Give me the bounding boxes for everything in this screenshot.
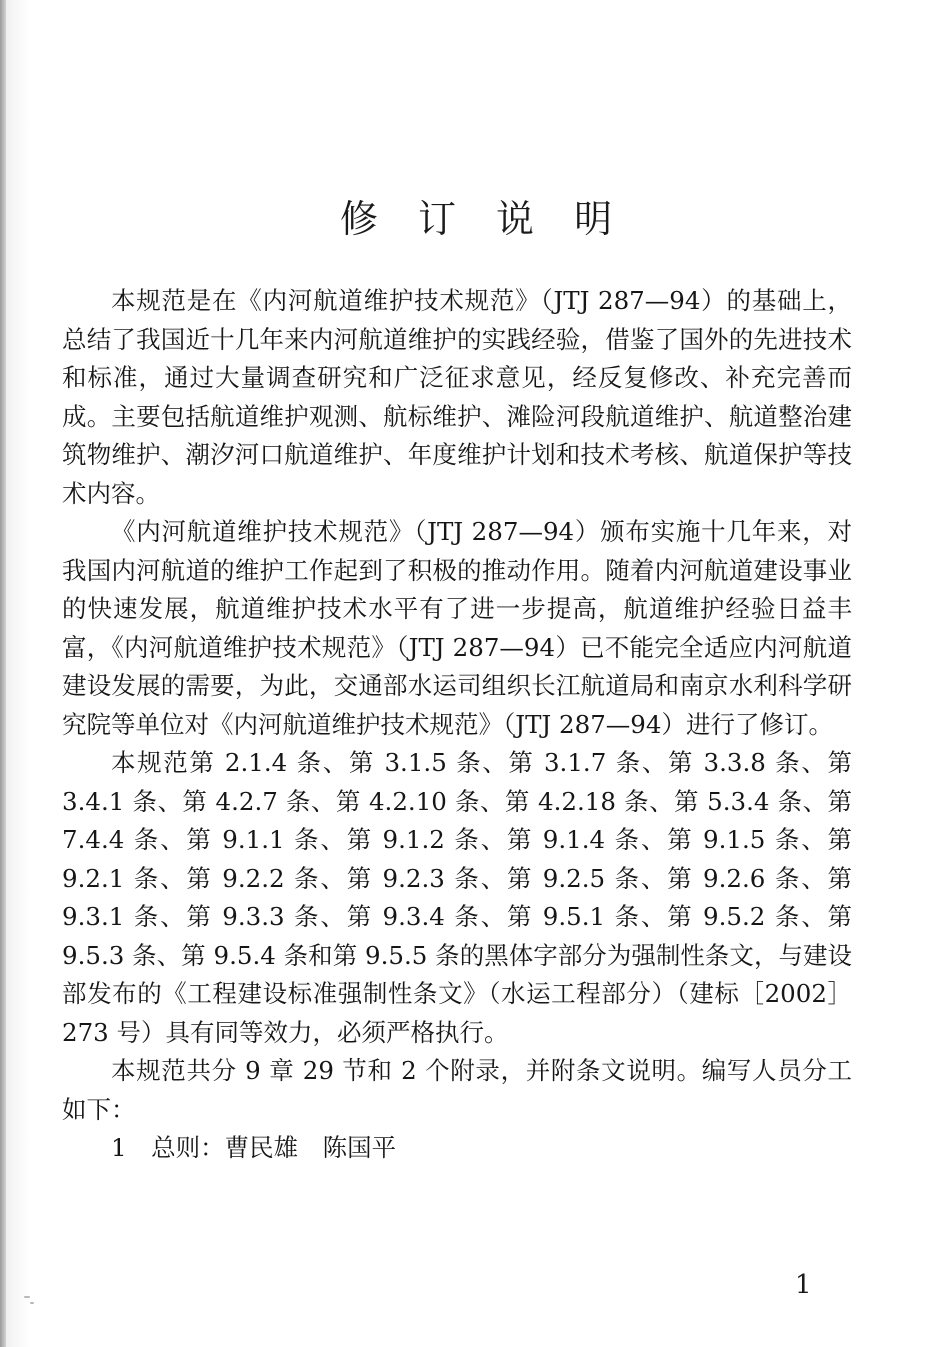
page-number: 1	[795, 1270, 812, 1300]
paragraph-4: 本规范共分 9 章 29 节和 2 个附录，并附条文说明。编写人员分工如下：	[62, 1056, 852, 1124]
paragraph-2: 《内河航道维护技术规范》（JTJ 287—94）颁布实施十几年来，对我国内河航道的维护工作起到了积极的推动作用。随着内河航道建设事业的快速发展，航道维护技术水平有了进一步提高，航道维护经验日益丰富，《内河航道维护技术规范》（JTJ 287—94）已不能完全适应内河航道建设发展的需要，为此，交通部水运司组织长江航道局和南京水利科学研究院等单位对《内河航道维护技术规范》（JTJ 287—94）进行了修订。	[62, 517, 852, 739]
paragraph-1: 本规范是在《内河航道维护技术规范》（JTJ 287—94）的基础上，总结了我国近十几年来内河航道维护的实践经验，借鉴了国外的先进技术和标准，通过大量调查研究和广泛征求意见，经反复修改、补充完善而成。主要包括航道维护观测、航标维护、滩险河段航道维护、航道整治建筑物维护、潮汐河口航道维护、年度维护计划和技术考核、航道保护等技术内容。	[62, 286, 852, 508]
page-title: 修 订 说 明	[339, 197, 627, 241]
body-text	[62, 282, 852, 1168]
paragraph-3: 本规范第 2.1.4 条、第 3.1.5 条、第 3.1.7 条、第 3.3.8 条、第 3.4.1 条、第 4.2.7 条、第 4.2.10 条、第 4.2.18 条、第 5.3.4 条、第 7.4.4 条、第 9.1.1 条、第 9.1.2 条、第 9.1.4 条、第 9.1.5 条、第 9.2.1 条、第 9.2.2 条、第 9.2.3 条、第 9.2.5 条、第 9.2.6 条、第 9.3.1 条、第 9.3.3 条、第 9.3.4 条、第 9.5.1 条、第 9.5.2 条、第 9.5.3 条、第 9.5.4 条和第 9.5.5 条的黑体字部分为强制性条文，与建设部发布的《工程建设标准强制性条文》（水运工程部分）（建标［2002］273 号）具有同等效力，必须严格执行。	[62, 748, 852, 1047]
scan-speck	[30, 1302, 34, 1304]
list-item: 1 总则：曹民雄 陈国平	[111, 1133, 397, 1162]
scan-speck	[24, 1296, 30, 1298]
